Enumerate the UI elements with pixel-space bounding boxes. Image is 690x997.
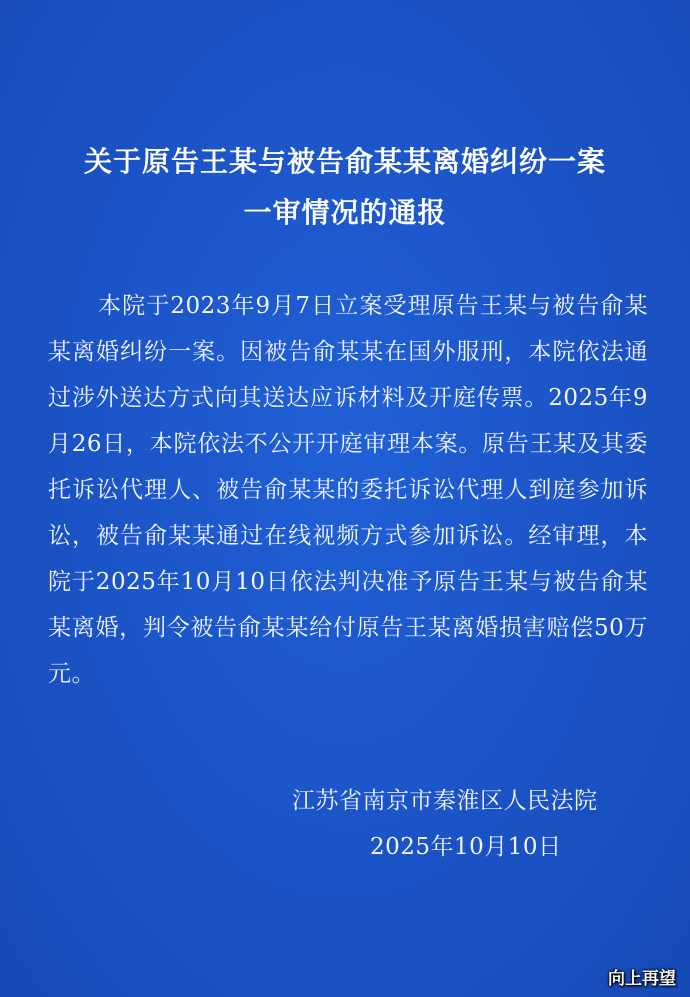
notice-title-line-2: 一审情况的通报 xyxy=(243,196,447,229)
watermark-text: 向上再望 xyxy=(608,969,676,989)
notice-title-line-1: 关于原告王某与被告俞某某离婚纠纷一案 xyxy=(83,145,606,178)
notice-body-paragraph: 本院于2023年9月7日立案受理原告王某与被告俞某某离婚纠纷一案。因被告俞某某在国外服刑，本院依法通过涉外送达方式向其送达应诉材料及开庭传票。2025年9月26日，本院依法不公开开庭审理本案。原告王某及其委托诉讼代理人、被告俞某某的委托诉讼代理人到庭参加诉讼，被告俞某某通过在线视频方式参加诉讼。经审理，本院于2025年10月10日依法判决准予原告王某与被告俞某某离婚，判令被告俞某某给付原告王某离婚损害赔偿50万元。 xyxy=(48,293,648,687)
court-signature: 江苏省南京市秦淮区人民法院 xyxy=(292,788,598,814)
notice-date: 2025年10月10日 xyxy=(370,834,562,860)
